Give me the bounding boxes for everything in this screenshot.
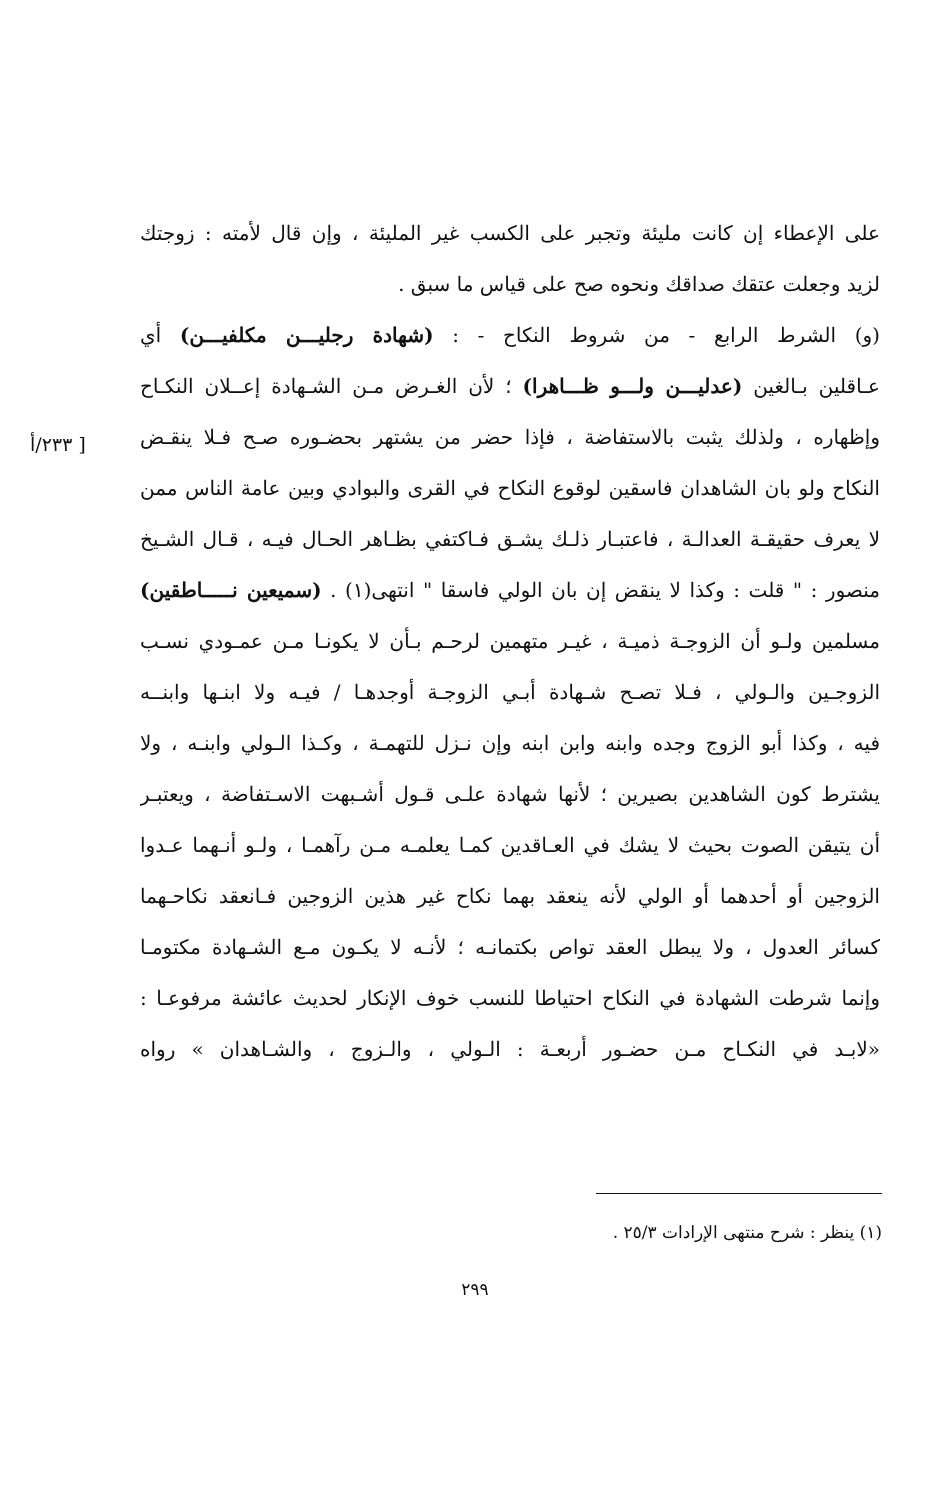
- bold-phrase: (شهادة رجليـــن مكلفيـــن): [179, 323, 434, 347]
- text-line-7: لا يعرف حقيقـة العدالـة ، فاعتبـار ذلـك يشـق فـاكتفي بظـاهر الحـال فيـه ، قـال الشـيخ: [140, 527, 880, 551]
- text-line-10: الزوجـين والـولي ، فـلا تصـح شـهادة أبـي الزوجـة أوجدهـا / فيـه ولا ابنـها وابنــه: [140, 680, 880, 704]
- text-line-13: أن يتيقن الصوت بحيث لا يشك في العـاقدين كمـا يعلمـه مـن رآهمـا ، ولـو أنـهما عـدوا: [140, 833, 880, 857]
- page-number: ٢٩٩: [461, 1280, 489, 1300]
- text-line-15: كسائر العدول ، ولا يبطل العقد تواص بكتمانـه ؛ لأنـه لا يكـون مـع الشـهادة مكتومـا: [140, 935, 880, 959]
- text-line-6: النكاح ولو بان الشاهدان فاسقين لوقوع النكاح في القرى والبوادي وبين عامة الناس ممن: [140, 476, 880, 500]
- text-line-17: «لابـد في النكـاح مـن حضـور أربعـة : الـولي ، والـزوج ، والشـاهدان » رواه: [140, 1037, 880, 1061]
- text-line-11: فيه ، وكذا أبو الزوج وجده وابنه وابن ابنه وإن نـزل للتهمـة ، وكـذا الـولي وابنـه ، ولا: [140, 731, 880, 755]
- text-line-2: لزيد وجعلت عتقك صداقك ونحوه صح على قياس ما سبق .: [398, 272, 880, 296]
- folio-margin-note: [ ٢٣٣/أ: [30, 434, 86, 456]
- text-line-5: وإظهاره ، ولذلك يثبت بالاستفاضة ، فإذا حضر من يشتهر بحضـوره صـح فـلا ينقـض: [140, 425, 880, 449]
- bold-phrase: (سميعين نـــــاطقين): [140, 578, 322, 602]
- text-line-4: عـاقلين بـالغين (عدليـــن ولـــو ظـــاهرا) ؛ لأن الغـرض مـن الشـهادة إعــلان النكـاح: [140, 374, 880, 398]
- text-line-3: [140, 310, 880, 361]
- text-line-14: الزوجين أو أحدهما أو الولي لأنه ينعقد بهما نكاح غير هذين الزوجين فـانعقد نكاحـهما: [140, 884, 880, 908]
- main-text: [140, 208, 880, 1075]
- text-line-8: منصور : " قلت : وكذا لا ينقض إن بان الولي فاسقا " انتهى(١) . (سميعين نـــــاطقين): [140, 578, 880, 602]
- text-line-1: على الإعطاء إن كانت مليئة وتجبر على الكسب غير المليئة ، وإن قال لأمته : زوجتك: [140, 221, 880, 245]
- text-line-12: يشترط كون الشاهدين بصيرين ؛ لأنها شهادة علـى قـول أشـبهت الاسـتفاضة ، ويعتبـر: [140, 782, 880, 806]
- bold-phrase: (عدليـــن ولـــو ظـــاهرا): [522, 374, 743, 398]
- footnote-divider: [596, 1193, 882, 1194]
- text-line-16: وإنما شرطت الشهادة في النكاح احتياطا للنسب خوف الإنكار لحديث عائشة مرفوعـا :: [140, 986, 880, 1010]
- footnote: (١) ينظر : شرح منتهى الإرادات ٢٥/٣ .: [612, 1223, 882, 1243]
- text-line-9: مسلمين ولـو أن الزوجـة ذميـة ، غيـر متهمين لرحـم بـأن لا يكونـا مـن عمـودي نسـب: [140, 629, 880, 653]
- line-3-text: (و) الشرط الرابع - من شروط النكاح - : (شهادة رجليـــن مكلفيـــن) أي: [140, 323, 880, 347]
